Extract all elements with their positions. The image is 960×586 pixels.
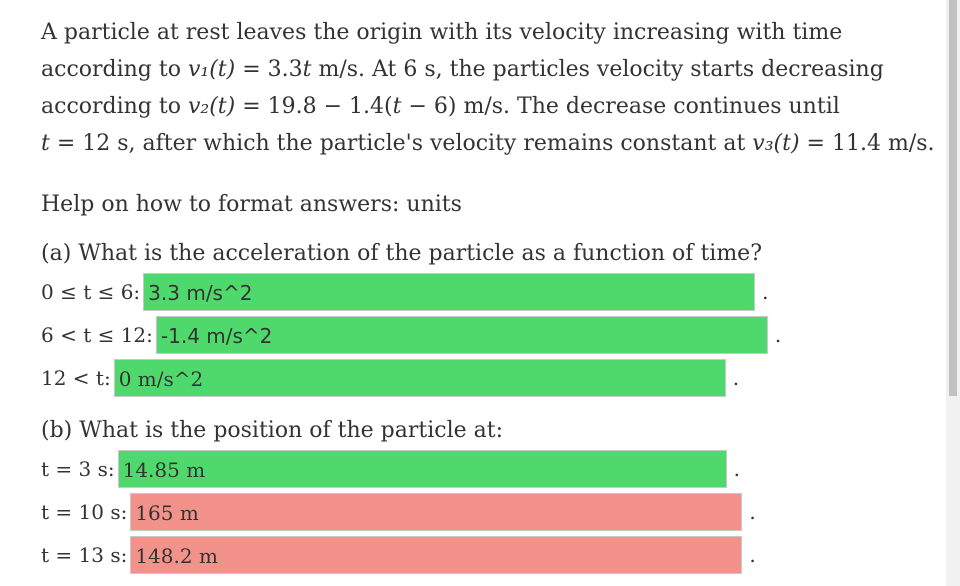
part-a-row-3-period: . <box>732 366 740 390</box>
help-text[interactable]: Help on how to format answers: units <box>41 192 462 217</box>
part-a-row-1-period: . <box>762 280 769 304</box>
part-b-row-3 <box>41 536 941 574</box>
part-a-row-2 <box>41 316 941 354</box>
part-b-row-2 <box>41 493 941 531</box>
part-a-row-2-label: 6 < t ≤ 12: <box>41 323 153 347</box>
part-b-row-1-label: t = 3 s: <box>41 457 115 481</box>
part-a-row-1 <box>41 273 941 311</box>
part-a-row-3-label: 12 < t: <box>41 366 111 390</box>
part-b-answer-2[interactable]: 165 m <box>130 493 742 531</box>
scrollbar-thumb[interactable] <box>949 0 957 396</box>
part-b-row-2-period: . <box>749 500 756 524</box>
part-a-row-1-label: 0 ≤ t ≤ 6: <box>41 280 141 304</box>
part-a-question: (a) What is the acceleration of the particle as a function of time? <box>41 241 762 266</box>
problem-line-1: A particle at rest leaves the origin with its velocity increasing with time <box>41 20 843 45</box>
part-a-answer-1[interactable]: 3.3 m/s^2 <box>143 273 755 311</box>
v2-variable-t: t <box>392 94 402 119</box>
v1-function: v₁(t) <box>187 57 236 82</box>
part-a-row-2-period: . <box>774 323 782 347</box>
part-b-question: (b) What is the position of the particle at: <box>41 418 503 443</box>
v1-equation: = 3.3 <box>235 57 303 82</box>
problem-container <box>41 14 941 579</box>
v2-equation: = 19.8 − 1.4( <box>235 94 393 119</box>
problem-line-2-prefix: according to <box>41 57 188 82</box>
line-4-variable-t: t <box>41 131 50 156</box>
problem-line-4-end: = 11.4 m/s. <box>799 131 935 156</box>
part-b-row-3-period: . <box>749 543 756 567</box>
problem-statement <box>41 14 941 162</box>
v1-variable-t: t <box>302 57 312 82</box>
problem-line-3-rest: − 6) m/s. The decrease continues until <box>401 94 840 119</box>
part-b-row-1-period: . <box>733 457 740 481</box>
v2-function: v₂(t) <box>187 94 236 119</box>
problem-line-4-mid: = 12 s, after which the particle's velocity remains constant at <box>49 131 753 156</box>
part-b-row-2-label: t = 10 s: <box>41 500 128 524</box>
part-a-answer-2[interactable]: -1.4 m/s^2 <box>156 316 768 354</box>
part-a-row-3 <box>41 359 941 397</box>
part-b-answer-3[interactable]: 148.2 m <box>130 536 742 574</box>
v3-function: v₃(t) <box>752 131 800 156</box>
part-a-answer-3[interactable]: 0 m/s^2 <box>114 359 726 397</box>
problem-line-3-prefix: according to <box>41 94 188 119</box>
problem-line-2-rest: m/s. At 6 s, the particles velocity starts decreasing <box>311 57 884 82</box>
part-b-answer-1[interactable]: 14.85 m <box>118 450 727 488</box>
part-b-row-1 <box>41 450 941 488</box>
vertical-scrollbar[interactable] <box>946 0 960 586</box>
part-b-row-3-label: t = 13 s: <box>41 543 128 567</box>
